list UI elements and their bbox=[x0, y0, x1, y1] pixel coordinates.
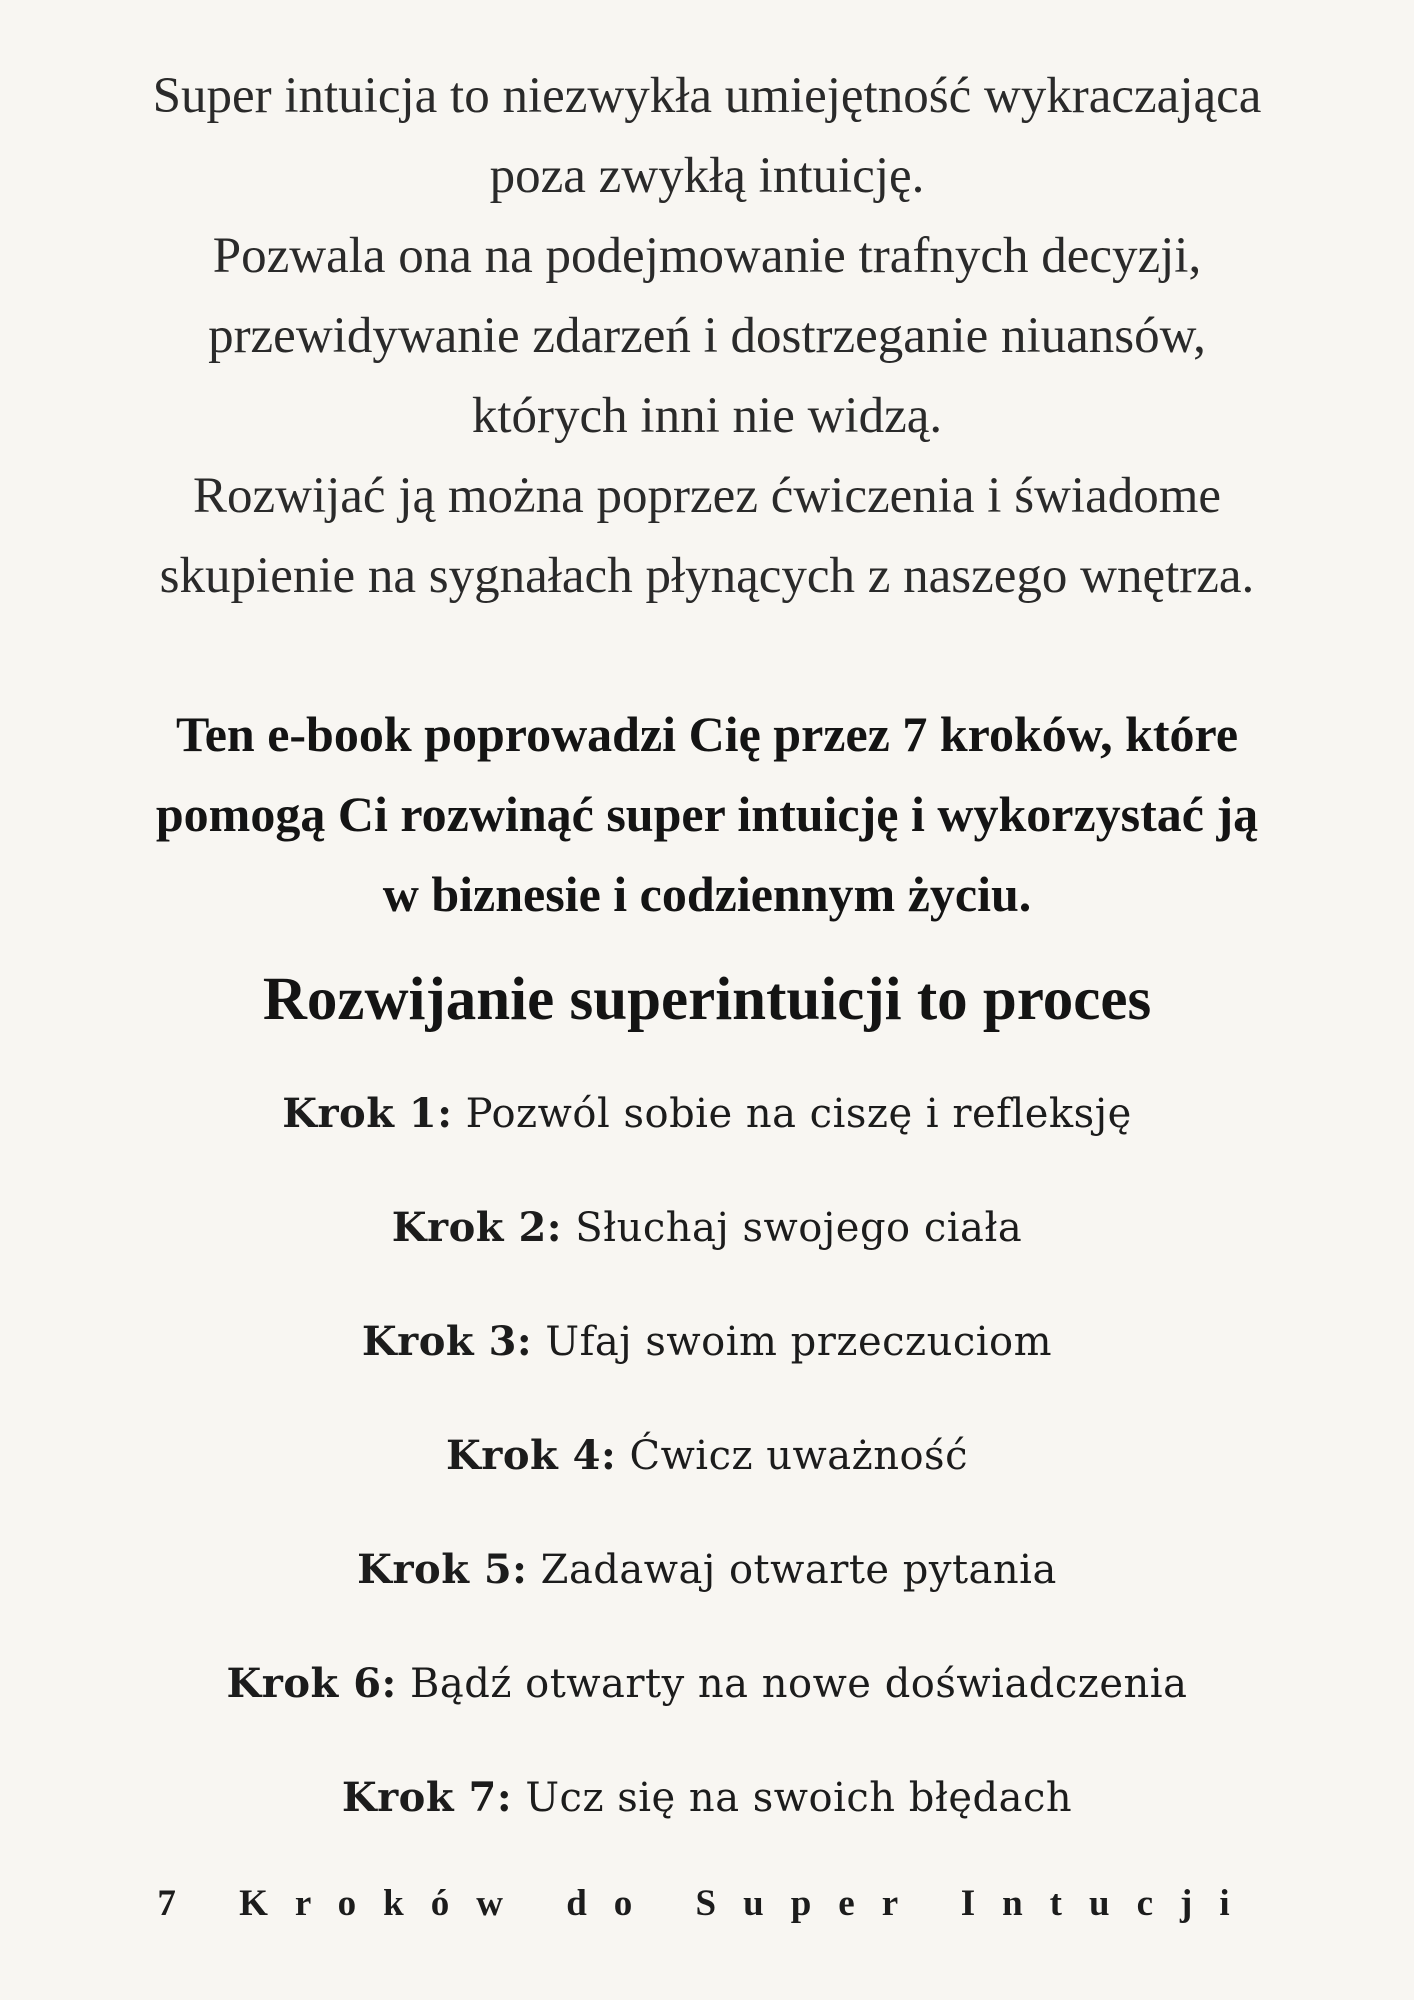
intro-line: przewidywanie zdarzeń i dostrzeganie niuansów, bbox=[208, 308, 1206, 364]
step-text: Ufaj swoim przeczuciom bbox=[532, 1319, 1053, 1365]
intro-line: których inni nie widzą. bbox=[471, 388, 943, 444]
step-item bbox=[60, 1083, 1354, 1197]
step-label: Krok 5: bbox=[357, 1546, 528, 1593]
step-text: Ucz się na swoich błędach bbox=[512, 1775, 1073, 1821]
step-item bbox=[60, 1767, 1354, 1881]
step-text: Słuchaj swojego ciała bbox=[562, 1205, 1023, 1251]
intro-line: Pozwala ona na podejmowanie trafnych decyzji, bbox=[212, 228, 1202, 284]
section-title: Rozwijanie superintuicji to proces bbox=[262, 966, 1152, 1033]
step-item bbox=[60, 1197, 1354, 1311]
step-item bbox=[60, 1539, 1354, 1653]
steps-list bbox=[60, 1083, 1354, 1881]
intro-line: poza zwykłą intuicję. bbox=[489, 148, 925, 204]
step-item bbox=[60, 1425, 1354, 1539]
step-item bbox=[60, 1311, 1354, 1425]
step-item bbox=[60, 1653, 1354, 1767]
step-label: Krok 2: bbox=[391, 1204, 563, 1251]
step-text: Zadawaj otwarte pytania bbox=[527, 1547, 1057, 1593]
footer-title: 7 Kroków do Super Intucji bbox=[157, 1883, 1257, 1924]
lead-paragraph bbox=[60, 694, 1354, 934]
step-label: Krok 1: bbox=[282, 1090, 453, 1137]
step-text: Pozwól sobie na ciszę i refleksję bbox=[452, 1091, 1132, 1137]
intro-line: Super intuicja to niezwykła umiejętność wykraczająca bbox=[152, 68, 1262, 124]
step-text: Bądź otwarty na nowe doświadczenia bbox=[396, 1661, 1188, 1707]
intro-paragraph bbox=[80, 56, 1334, 616]
step-label: Krok 3: bbox=[361, 1318, 533, 1365]
step-label: Krok 4: bbox=[445, 1432, 617, 1479]
step-label: Krok 6: bbox=[226, 1660, 397, 1707]
step-label: Krok 7: bbox=[341, 1774, 513, 1821]
lead-line: w biznesie i codziennym życiu. bbox=[382, 866, 1032, 922]
lead-line: pomogą Ci rozwinąć super intuicję i wykorzystać ją bbox=[155, 786, 1259, 842]
lead-line: Ten e-book poprowadzi Cię przez 7 kroków, które bbox=[175, 706, 1239, 762]
intro-line: skupienie na sygnałach płynących z naszego wnętrza. bbox=[159, 548, 1255, 604]
intro-line: Rozwijać ją można poprzez ćwiczenia i świadome bbox=[192, 468, 1222, 524]
step-text: Ćwicz uważność bbox=[616, 1433, 968, 1479]
